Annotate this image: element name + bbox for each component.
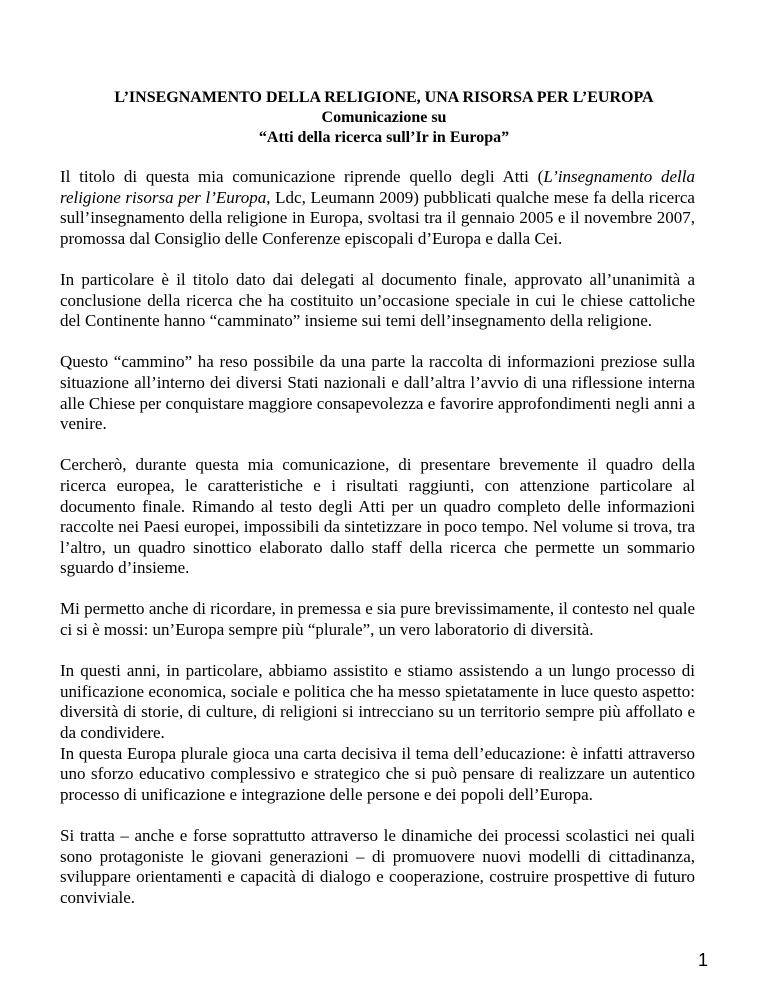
paragraph-1-part-2: , Ldc, Leumann 2009) pubblicati qualche mese fa della ricerca sull’insegnamento della religione in Europa, svoltasi tra il gennaio 2005 e il novembre 2007, promossa dal Consiglio delle Conferenze episcopali d’Europa e dalla Cei. — [60, 187, 695, 248]
document-title: L’INSEGNAMENTO DELLA RELIGIONE, UNA RISORSA PER L’EUROPA — [114, 89, 654, 106]
document-heading — [60, 88, 708, 148]
document-subtitle-1: Comunicazione su — [321, 109, 447, 126]
page-number: 1 — [697, 950, 708, 970]
paragraph-7: In questa Europa plurale gioca una carta decisiva il tema dell’educazione: è infatti attraverso uno sforzo educativo complessivo e strategico che si può pensare di realizzare un autentico processo di unificazione e integrazione delle persone e dei popoli dell’Europa. — [60, 743, 695, 804]
paragraph-8: Si tratta – anche e forse soprattutto attraverso le dinamiche dei processi scolastici nei quali sono protagoniste le giovani generazioni – di promuovere nuovi modelli di cittadinanza, sviluppare orientamenti e capacità di dialogo e cooperazione, costruire prospettive di futuro conviviale. — [60, 826, 695, 907]
document-subtitle-2: “Atti della ricerca sull’Ir in Europa” — [258, 129, 510, 146]
paragraph-6: In questi anni, in particolare, abbiamo assistito e stiamo assistendo a un lungo processo di unificazione economica, sociale e politica che ha messo spietatamente in luce questo aspetto: diversità di storie, di culture, di religioni si intrecciano su un territorio sempre più affollato e da condividere. — [60, 661, 695, 743]
paragraph-5: Mi permetto anche di ricordare, in premessa e sia pure brevissimamente, il contesto nel quale ci si è mossi: un’Europa sempre più “plurale”, un vero laboratorio di diversità. — [60, 599, 695, 640]
paragraph-2: In particolare è il titolo dato dai delegati al documento finale, approvato all’unanimità a conclusione della ricerca che ha costituito un’occasione speciale in cui le chiese cattoliche del Continente hanno “camminato” insieme sui temi dell’insegnamento della religione. — [60, 269, 695, 331]
paragraph-1-part-1: Il titolo di questa mia comunicazione riprende quello degli Atti ( — [60, 167, 544, 186]
document-body — [60, 167, 695, 929]
paragraph-3: Questo “cammino” ha reso possibile da una parte la raccolta di informazioni preziose sulla situazione all’interno dei diversi Stati nazionali e dall’altra l’avvio di una riflessione interna alle Chiese per conquistare maggiore consapevolezza e favorire approfondimenti negli anni a venire. — [60, 352, 695, 434]
paragraph-1 — [60, 167, 695, 249]
paragraph-4: Cercherò, durante questa mia comunicazione, di presentare brevemente il quadro della ricerca europea, le caratteristiche e i risultati raggiunti, con attenzione particolare al documento finale. Rimando al testo degli Atti per un quadro completo delle informazioni raccolte nei Paesi europei, impossibili da sintetizzare in poco tempo. Nel volume si trova, tra l’altro, un quadro sinottico elaborato dallo staff della ricerca che permette un sommario sguardo d’insieme. — [60, 455, 695, 578]
book-title: L’insegnamento della religione risorsa per l’Europa — [60, 167, 696, 207]
